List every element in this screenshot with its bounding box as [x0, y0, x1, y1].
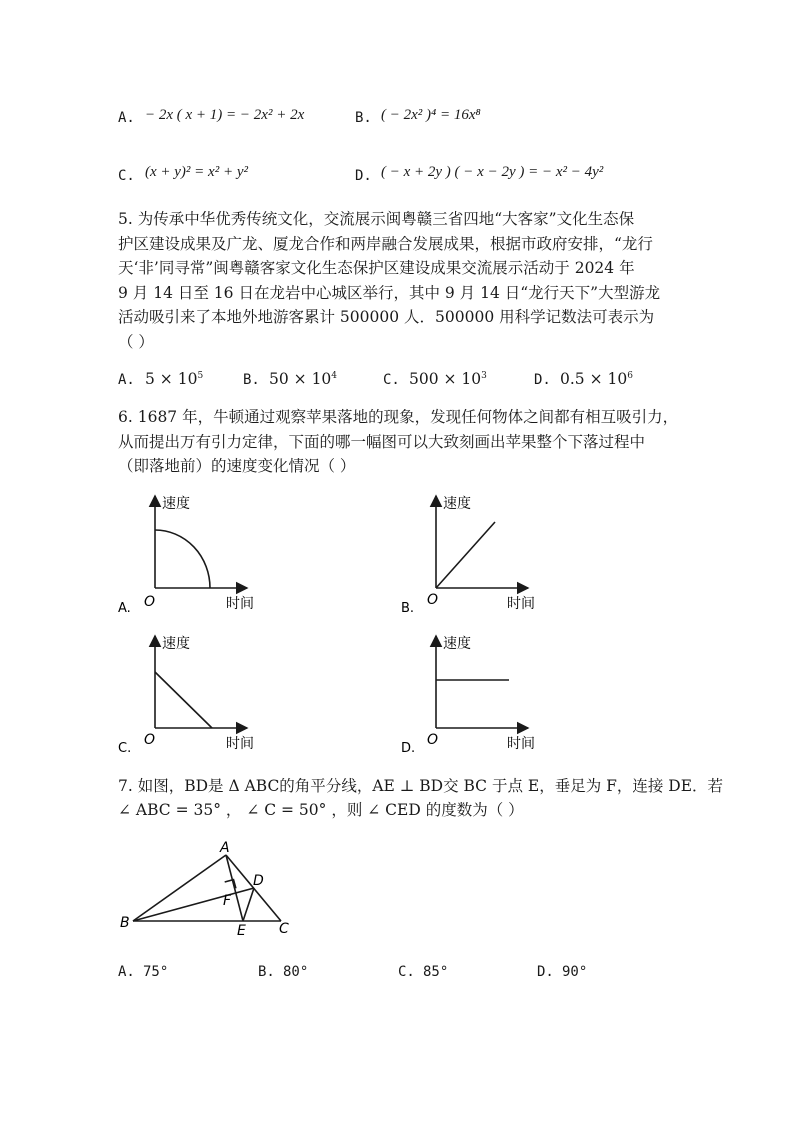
point-label-d: D: [253, 873, 264, 889]
y-axis-label: 速度: [443, 496, 471, 512]
q7-line-1: 7. 如图，BD是 Δ ABC的角平分线，AE ⊥ BD交 BC 于点 E，垂足为 F，连接 DE．若: [118, 777, 724, 795]
q5-option-d-label: D.: [534, 372, 551, 388]
q4-option-c-expression: (x + y)² = x² + y²: [145, 164, 248, 180]
q5-option-a-label: A.: [118, 372, 135, 388]
y-axis-label: 速度: [443, 636, 471, 652]
option-label: D.: [401, 741, 416, 756]
y-axis-label: 速度: [162, 636, 190, 652]
x-axis-label: 时间: [507, 596, 535, 612]
q7-option-a-value: 75°: [143, 964, 169, 980]
segment-de: [243, 888, 254, 921]
point-label-e: E: [237, 923, 246, 939]
q6-graph-a: [110, 488, 270, 620]
q5-line-6: （ ）: [118, 332, 154, 351]
q6-line-3: （即落地前）的速度变化情况（ ）: [118, 457, 356, 475]
q6-line-2: 从而提出万有引力定律，下面的哪一幅图可以大致刻画出苹果整个下落过程中: [118, 432, 646, 451]
x-axis-label: 时间: [507, 736, 535, 752]
q5-option-c-label: C.: [383, 372, 400, 388]
q5-option-b-value: $50 \times 10^4$: [269, 370, 338, 388]
point-label-b: B: [120, 915, 130, 931]
q7-option-b-label: B.: [258, 964, 275, 980]
q5-line-1: 5. 为传承中华优秀传统文化，交流展示闽粤赣三省四地“大客家”文化生态保: [118, 210, 635, 228]
y-axis-label: 速度: [162, 496, 190, 512]
q4-option-b-expression: ( − 2x² )⁴ = 16x⁸: [381, 107, 481, 123]
q4-option-d-label: D.: [355, 168, 372, 184]
q5-option-b-label: B.: [243, 372, 260, 388]
q4-option-a-label: A.: [118, 110, 135, 126]
origin-label: O: [144, 594, 156, 610]
q4-option-a-expression: − 2x ( x + 1) = − 2x² + 2x: [145, 107, 305, 123]
speed-line: [436, 522, 495, 588]
segment-ba: [133, 855, 226, 921]
q5-option-c-value: $500 \times 10^3$: [409, 370, 487, 388]
q7-triangle-figure: [116, 836, 306, 944]
point-label-a: A: [220, 840, 230, 856]
q4-option-c-label: C.: [118, 168, 135, 184]
option-label: B.: [401, 601, 415, 616]
q4-option-d-expression: ( − x + 2y ) ( − x − 2y ) = − x² − 4y²: [381, 164, 604, 180]
q5-line-4: 9 月 14 日至 16 日在龙岩中心城区举行，其中 9 月 14 日“龙行天下”大型游龙: [118, 283, 661, 302]
q6-stem: [118, 405, 698, 479]
speed-line: [155, 672, 212, 728]
q6-graph-c: [110, 628, 270, 760]
q4-option-b-label: B.: [355, 110, 372, 126]
origin-label: O: [427, 732, 439, 748]
speed-curve: [155, 530, 210, 588]
origin-label: O: [144, 732, 156, 748]
q5-stem: [118, 207, 698, 354]
x-axis-label: 时间: [226, 736, 254, 752]
option-label: A.: [118, 601, 131, 616]
q7-option-b-value: 80°: [283, 964, 309, 980]
x-axis-label: 时间: [226, 596, 254, 612]
origin-label: O: [427, 592, 439, 608]
q7-option-c-label: C.: [398, 964, 415, 980]
q6-graph-d: [391, 628, 551, 760]
q5-line-2: 护区建设成果及广龙、厦龙合作和两岸融合发展成果，根据市政府安排，“龙行: [118, 234, 653, 253]
q7-option-c-value: 85°: [423, 964, 449, 980]
q5-line-5: 活动吸引来了本地外地游客累计 500000 人．500000 用科学记数法可表示为: [118, 308, 655, 326]
q7-option-d-value: 90°: [562, 964, 588, 980]
q6-line-1: 6. 1687 年，牛顿通过观察苹果落地的现象，发现任何物体之间都有相互吸引力，: [118, 408, 679, 426]
q6-graph-b: [391, 488, 551, 620]
point-label-f: F: [223, 893, 232, 909]
point-label-c: C: [279, 921, 289, 937]
option-label: C.: [118, 741, 132, 756]
q5-line-3: 天‘非’同寻常”闽粤赣客家文化生态保护区建设成果交流展示活动于 2024 年: [118, 259, 635, 277]
q5-option-d-value: $0.5 \times 10^6$: [560, 370, 633, 388]
q7-option-d-label: D.: [537, 964, 554, 980]
q7-line-2: ∠ ABC = 35° ， ∠ C = 50° ，则 ∠ CED 的度数为（ ）: [118, 801, 524, 819]
q7-option-a-label: A.: [118, 964, 135, 980]
q5-option-a-value: $5 \times 10^5$: [145, 370, 204, 388]
